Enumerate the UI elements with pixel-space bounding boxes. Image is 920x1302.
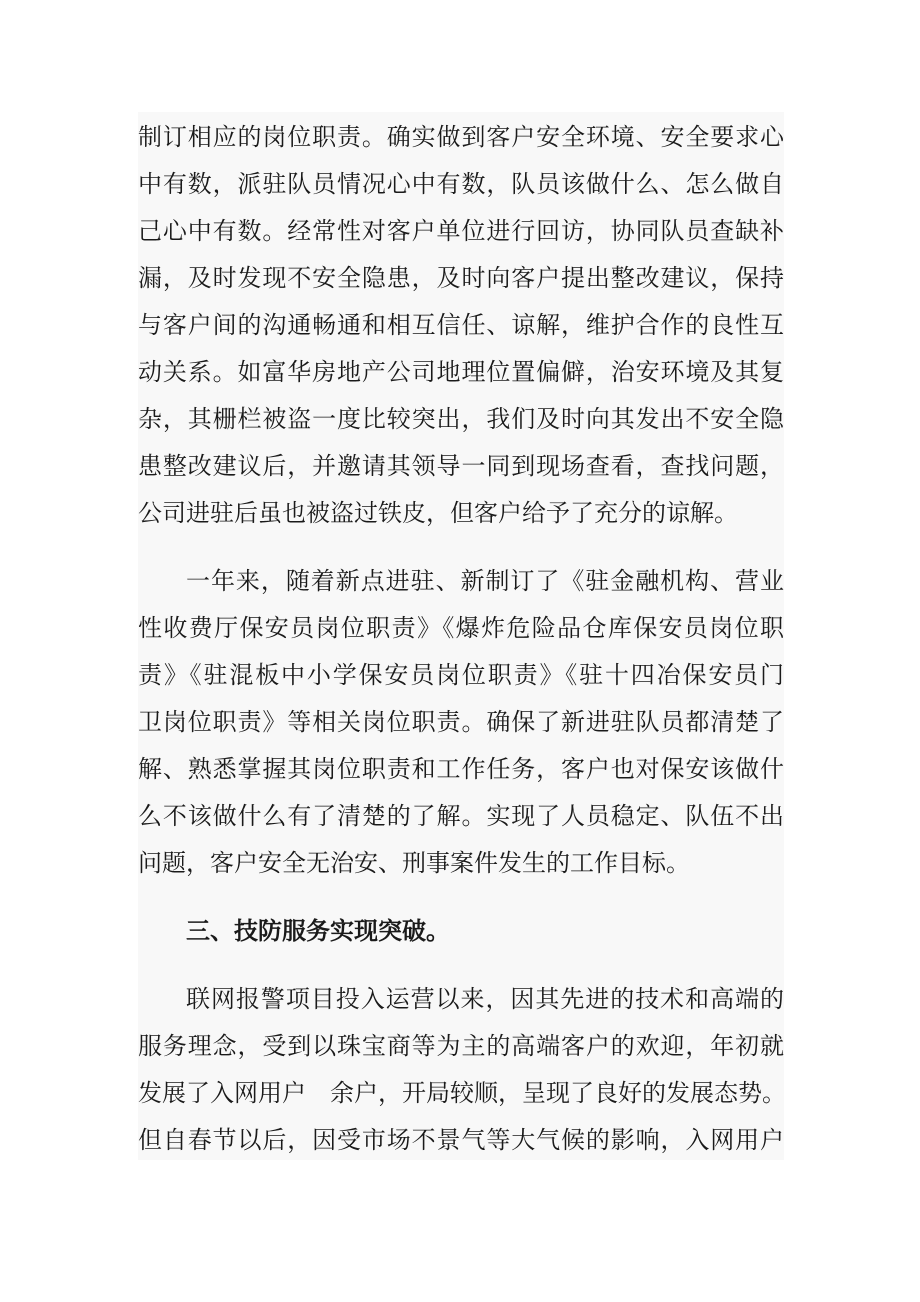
text-line: 动关系。如富华房地产公司地理位置偏僻，治安环境及其复 — [138, 358, 784, 386]
paragraph-first-line: 联网报警项目投入运营以来，因其先进的技术和高端的 — [186, 985, 784, 1013]
section-heading: 三、技防服务实现突破。 — [186, 916, 450, 945]
text-line: 解、熟悉掌握其岗位职责和工作任务，客户也对保安该做什 — [138, 755, 784, 783]
document-body — [138, 112, 784, 1160]
text-line: 但自春节以后，因受市场不景气等大气候的影响，入网用户 — [138, 1126, 784, 1154]
text-line: 么不该做什么有了清楚的了解。实现了人员稳定、队伍不出 — [138, 802, 784, 830]
text-line: 杂，其栅栏被盗一度比较突出，我们及时向其发出不安全隐 — [138, 405, 784, 433]
text-line: 己心中有数。经常性对客户单位进行回访，协同队员查缺补 — [138, 217, 784, 245]
text-line: 卫岗位职责》等相关岗位职责。确保了新进驻队员都清楚了 — [138, 708, 784, 736]
text-line: 问题，客户安全无治安、刑事案件发生的工作目标。 — [138, 849, 690, 877]
text-line: 性收费厅保安员岗位职责》《爆炸危险品仓库保安员岗位职 — [138, 614, 784, 642]
text-line: 患整改建议后，并邀请其领导一同到现场查看，查找问题， — [138, 452, 784, 480]
text-line: 服务理念，受到以珠宝商等为主的高端客户的欢迎，年初就 — [138, 1032, 784, 1060]
text-line: 与客户间的沟通畅通和相互信任、谅解，维护合作的良性互 — [138, 311, 784, 339]
text-line: 责》《驻混板中小学保安员岗位职责》《驻十四冶保安员门 — [138, 661, 784, 689]
paragraph-first-line: 一年来，随着新点进驻、新制订了《驻金融机构、营业 — [186, 567, 784, 595]
text-line: 公司进驻后虽也被盗过铁皮，但客户给予了充分的谅解。 — [138, 499, 738, 527]
text-line: 漏，及时发现不安全隐患，及时向客户提出整改建议，保持 — [138, 264, 784, 292]
text-line: 制订相应的岗位职责。确实做到客户安全环境、安全要求心 — [138, 123, 784, 151]
text-line: 发展了入网用户 余户，开局较顺，呈现了良好的发展态势。 — [138, 1079, 786, 1107]
text-line: 中有数，派驻队员情况心中有数，队员该做什么、怎么做自 — [138, 170, 784, 198]
